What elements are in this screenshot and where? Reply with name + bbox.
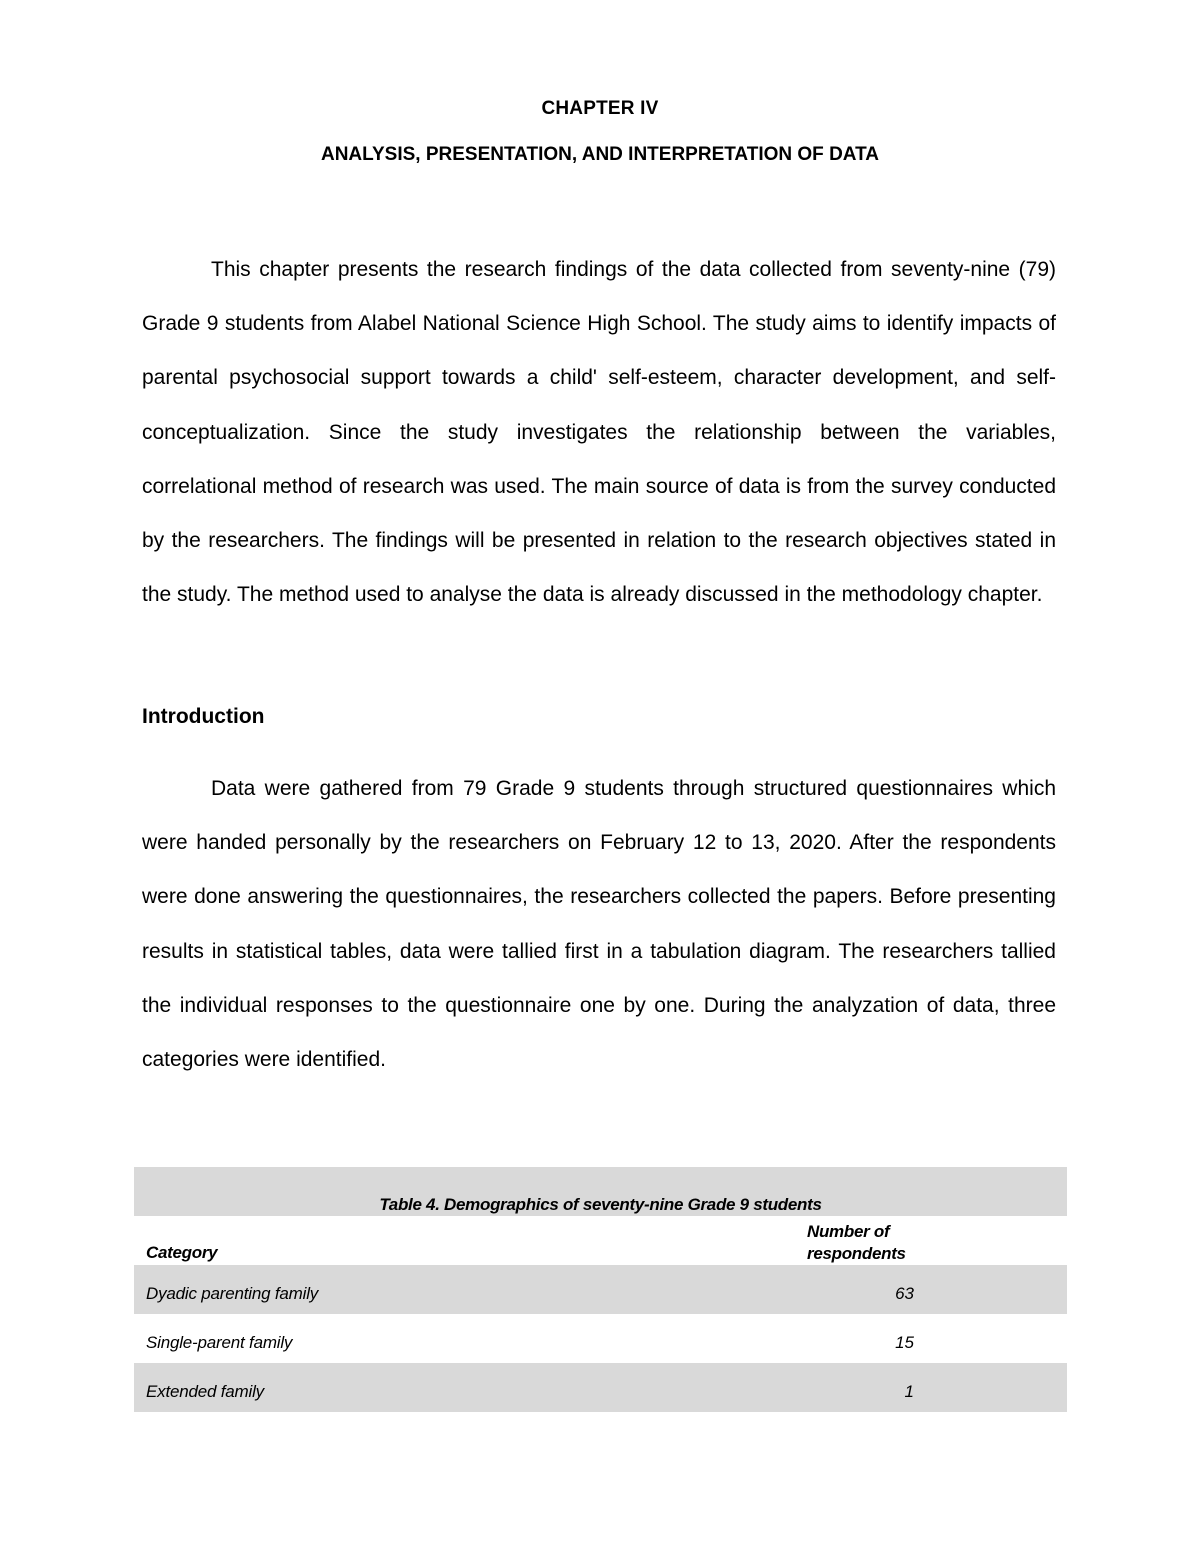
chapter-title: CHAPTER IV (541, 98, 659, 119)
section-heading: Introduction (142, 705, 265, 728)
table-caption: Table 4. Demographics of seventy-nine Grade 9 students (379, 1195, 822, 1214)
table-caption-row (134, 1167, 1067, 1216)
section-paragraph: Data were gathered from 79 Grade 9 students through structured questionnaires which were handed personally by the researchers on February 12 to 13, 2020. After the respondents were done answering the questionnaires, the researchers collected the papers. Before presenting results in statistical tables, data were tallied first in a tabulation diagram. The researchers tallied the individual responses to the questionnaire one by one. During the analyzation of data, three categories were identified. (142, 777, 1056, 1072)
table-row (134, 1363, 1067, 1412)
table-header-row (134, 1216, 1067, 1265)
intro-paragraph: This chapter presents the research findings of the data collected from seventy-nine (79) Grade 9 students from Alabel National Science High School. The study aims to identify impacts of parental psychosocial support towards a child' self-esteem, character development, and self-conceptualization. Since the study investigates the relationship between the variables, correlational method of research was used. The main source of data is from the survey conducted by the researchers. The findings will be presented in relation to the research objectives stated in the study. The method used to analyse the data is already discussed in the methodology chapter. (142, 258, 1056, 607)
demographics-table (134, 1167, 1067, 1412)
column-header-category: Category (146, 1243, 218, 1262)
row-category: Single-parent family (146, 1333, 293, 1352)
chapter-subtitle: ANALYSIS, PRESENTATION, AND INTERPRETATION OF DATA (320, 144, 880, 165)
row-count: 15 (895, 1333, 914, 1352)
table-row (134, 1314, 1067, 1363)
table-row (134, 1265, 1067, 1314)
row-category: Extended family (146, 1382, 264, 1401)
row-count: 1 (904, 1382, 914, 1401)
row-category: Dyadic parenting family (146, 1284, 319, 1303)
column-header-count: Number of respondents (807, 1222, 906, 1263)
row-count: 63 (895, 1284, 914, 1303)
